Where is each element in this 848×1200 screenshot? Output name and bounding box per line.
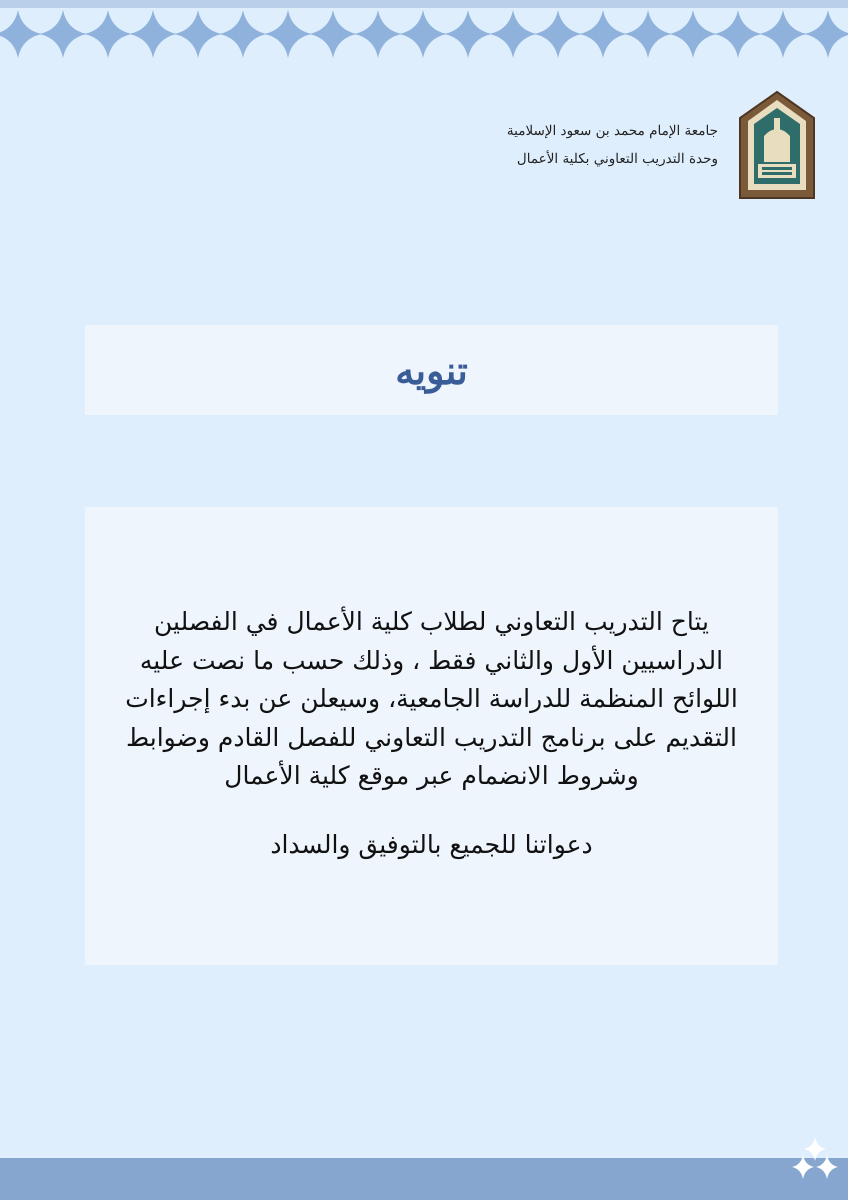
- page-header: [507, 90, 816, 200]
- closing-line: دعواتنا للجميع بالتوفيق والسداد: [270, 829, 593, 859]
- page-title: تنويه: [395, 347, 468, 393]
- university-name: جامعة الإمام محمد بن سعود الإسلامية: [506, 123, 718, 139]
- announcement-body: يتاح التدريب التعاوني لطلاب كلية الأعمال في الفصلين الدراسيين الأول والثاني فقط ، وذلك حسب ما نصت عليه اللوائح المنظمة للدراسة الجامعية، وسيعلن عن بدء إجراءات التقديم على برنامج التدريب التعاوني للفصل القادم وضوابط وشروط الانضمام عبر موقع كلية الأعمال: [125, 607, 738, 790]
- unit-name: وحدة التدريب التعاوني بكلية الأعمال: [516, 151, 718, 167]
- title-box: [85, 325, 778, 415]
- top-ornament-border: [0, 0, 848, 70]
- bottom-band: [0, 1158, 848, 1200]
- header-text: [507, 117, 718, 173]
- university-logo-icon: [738, 90, 816, 200]
- bottom-diamond-ornament-icon: [792, 1135, 838, 1185]
- announcement-box: [85, 507, 778, 965]
